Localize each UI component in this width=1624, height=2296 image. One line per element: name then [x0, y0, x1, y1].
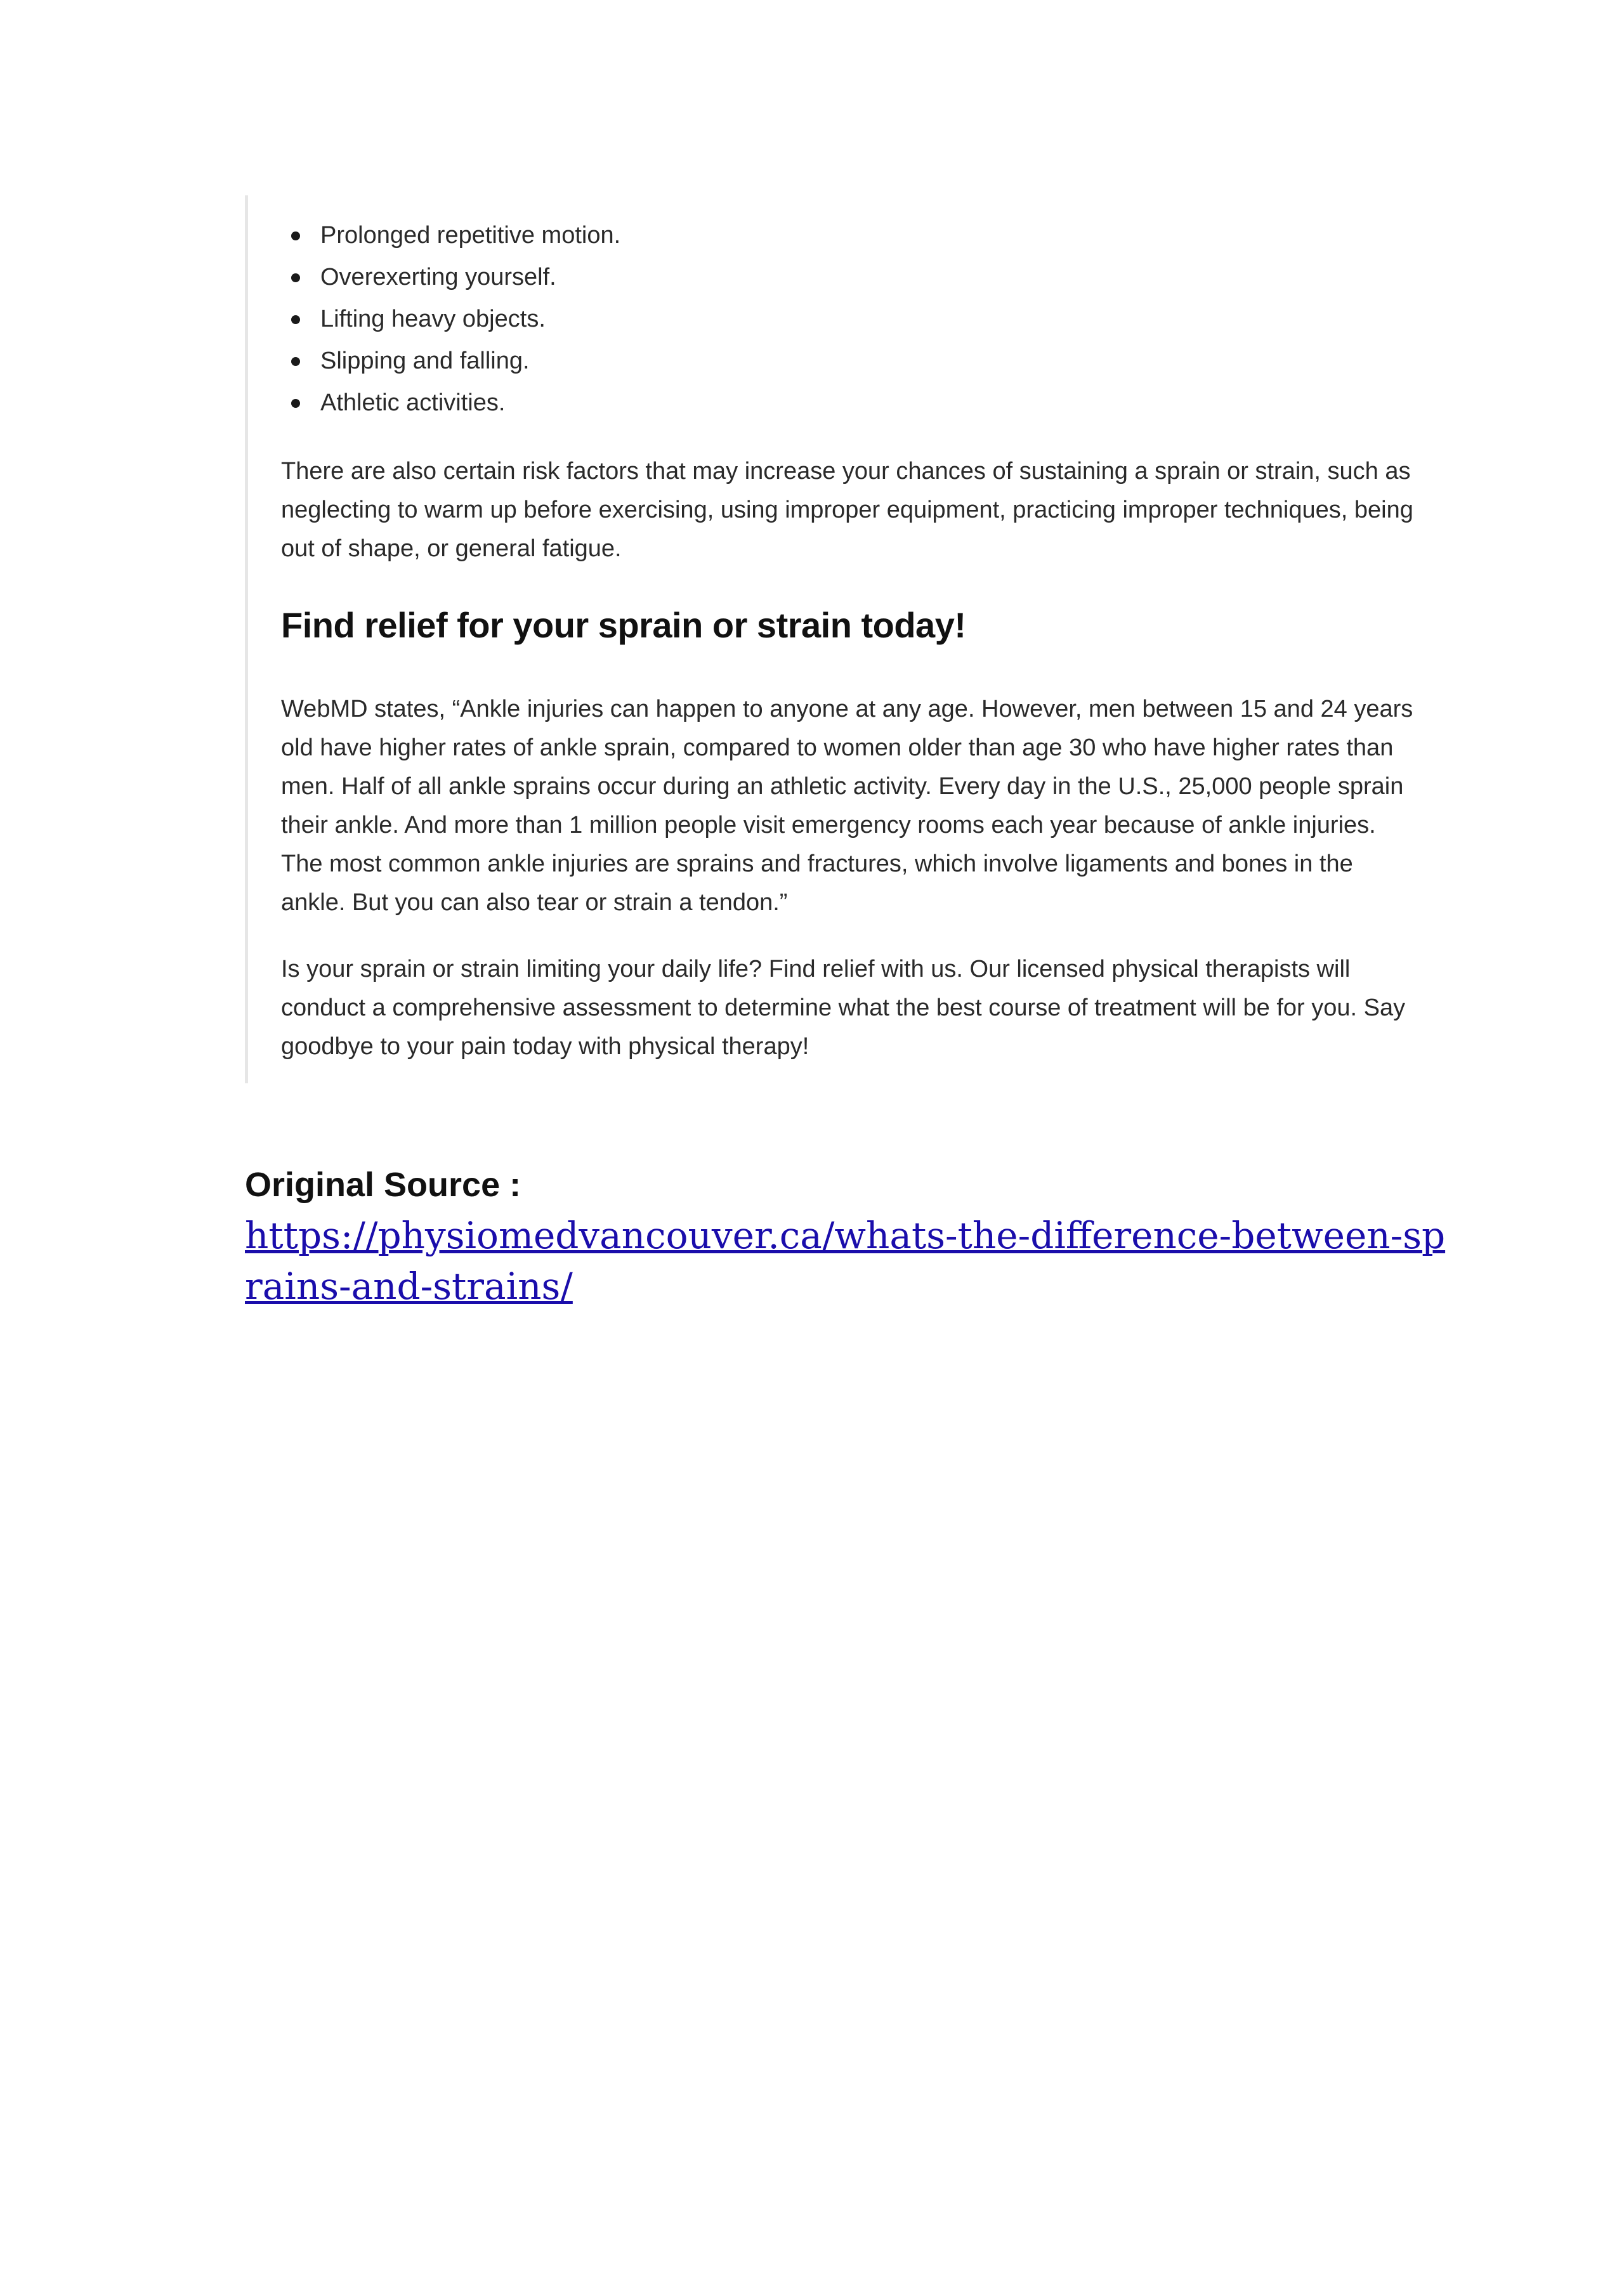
list-item: [291, 382, 620, 424]
list-item-text: Overexerting yourself.: [320, 264, 556, 290]
list-item-text: Athletic activities.: [320, 389, 506, 416]
bullet-icon: [291, 273, 300, 282]
list-item-text: Prolonged repetitive motion.: [320, 222, 621, 249]
list-item: [291, 256, 620, 298]
section-heading: Find relief for your sprain or strain today!: [281, 605, 966, 645]
cause-list: [291, 214, 620, 424]
article-excerpt: [245, 195, 1437, 1083]
bullet-icon: [291, 315, 300, 324]
source-label: Original Source :: [245, 1166, 521, 1204]
webmd-paragraph: WebMD states, “Ankle injuries can happen to anyone at any age. However, men between 15 and 24 years old have higher rates of ankle sprain, compared to women older than age 30 who have higher rates than men. Half of all ankle sprains occur during an athletic activity. Every day in the U.S., 25,000 people sprain their ankle. And more than 1 million people visit emergency rooms each year because of ankle injuries. The most common ankle injuries are sprains and fractures, which involve ligaments and bones in the ankle. But you can also tear or strain a tendon.”: [281, 696, 1413, 916]
list-item: [291, 298, 620, 340]
list-item-text: Slipping and falling.: [320, 348, 530, 374]
list-item-text: Lifting heavy objects.: [320, 306, 546, 332]
bullet-icon: [291, 232, 300, 240]
bullet-icon: [291, 399, 300, 408]
list-item: [291, 340, 620, 382]
bullet-icon: [291, 357, 300, 366]
list-item: [291, 214, 620, 256]
source-link[interactable]: https://physiomedvancouver.ca/whats-the-difference-between-sprains-and-strains/: [245, 1214, 1446, 1308]
closing-paragraph: Is your sprain or strain limiting your daily life? Find relief with us. Our licensed physical therapists will conduct a comprehensive assessment to determine what the best course of treatment will be for you. Say goodbye to your pain today with physical therapy!: [281, 956, 1406, 1060]
risk-factors-paragraph: There are also certain risk factors that may increase your chances of sustaining a sprain or strain, such as neglecting to warm up before exercising, using improper equipment, practicing improper techniques, being out of shape, or general fatigue.: [281, 458, 1413, 562]
